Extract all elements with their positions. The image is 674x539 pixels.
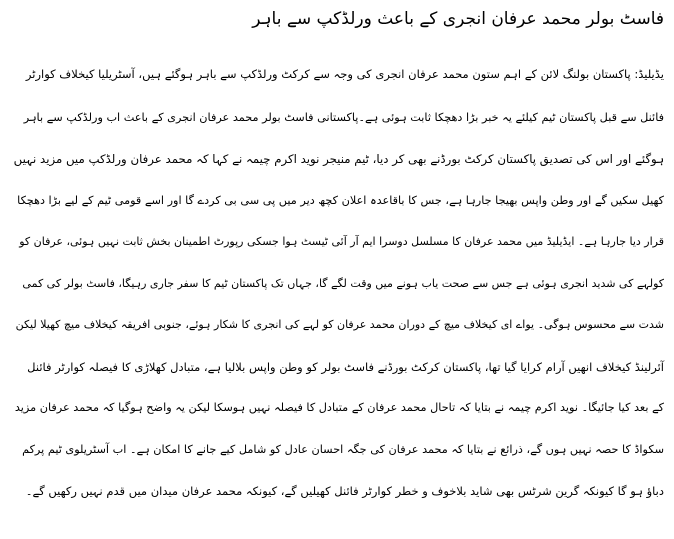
article-line-5: قرار دیا جارہا ہے۔ ایڈیلیڈ میں محمد عرفان کا مسلسل دوسرا ایم آر آئی ٹیسٹ ہوا جسکی رپورٹ اطمینان بخش ثابت نہیں ہوئی، عرفان کو (19, 235, 664, 248)
article-line-10: سکواڈ کا حصہ نہیں ہوں گے، ذرائع نے بتایا کہ محمد عرفان کی جگہ احسان عادل کو شامل کیے جانے کا امکان ہے۔ اب آسٹریلوی ٹیم پرکم (22, 443, 664, 456)
article-line-9: کے بعد کیا جائیگا۔ نوید اکرم چیمہ نے بتایا کہ تاحال محمد عرفان کے متبادل کا فیصلہ نہیں ہوسکا لیکن یہ واضح ہوگیا کہ محمد عرفان مزید (14, 401, 664, 414)
article-line-2: فائنل سے قبل پاکستان ٹیم کیلئے یہ خبر بڑا دھچکا ثابت ہوئی ہے۔پاکستانی فاسٹ بولر محمد عرفان انجری کے باعث اب ورلڈکپ سے باہر (23, 111, 664, 124)
article-line-6: کولہے کی شدید انجری ہوئی ہے جس سے صحت یاب ہونے میں وقت لگے گا، جہاں تک پاکستان ٹیم کا سفر جاری رہیگا، فاسٹ بولر کی کمی (22, 277, 664, 290)
article-line-7: شدت سے محسوس ہوگی۔ یواے ای کیخلاف میچ کے دوران محمد عرفان کو لہے کی انجری کا شکار ہوئے، جنوبی افریقہ کیخلاف میچ کھیلا لیکن (15, 318, 664, 331)
article-line-3: ہوگئے اور اس کی تصدیق پاکستان کرکٹ بورڈنے بھی کر دیا، ٹیم منیجر نوید اکرم چیمہ نے کہا کہ محمد عرفان ورلڈکپ میں مزید نہیں (13, 152, 664, 166)
article-line-4: کھیل سکیں گے اور وطن واپس بھیجا جارہا ہے، جس کا باقاعدہ اعلان کچھ دیر میں پی سی بی کردے گا اور اسے قومی ٹیم کے لیے بڑا دھچکا (17, 194, 664, 207)
article-line-11: دباؤ ہو گا کیونکہ گرین شرٹس بھی شاید بلاخوف و خطر کوارٹر فائنل کھیلیں گے، کیونکہ محمد عرفان میدان میں قدم نہیں رکھیں گے۔ (25, 484, 664, 498)
article-line-8: آئرلینڈ کیخلاف انھیں آرام کرایا گیا تھا، پاکستان کرکٹ بورڈنے فاسٹ بولر کو وطن واپس بلالیا ہے، متبادل کھلاڑی کا فیصلہ کوارٹر فائنل (27, 360, 664, 374)
article-headline: فاسٹ بولر محمد عرفان انجری کے باعث ورلڈکپ سے باہر (252, 9, 664, 29)
article-line-1: یڈیلیڈ: پاکستان بولنگ لائن کے اہم ستون محمد عرفان انجری کی وجہ سے کرکٹ ورلڈکپ سے باہر ہوگئے ہیں، آسٹریلیا کیخلاف کوارٹر (25, 67, 664, 81)
